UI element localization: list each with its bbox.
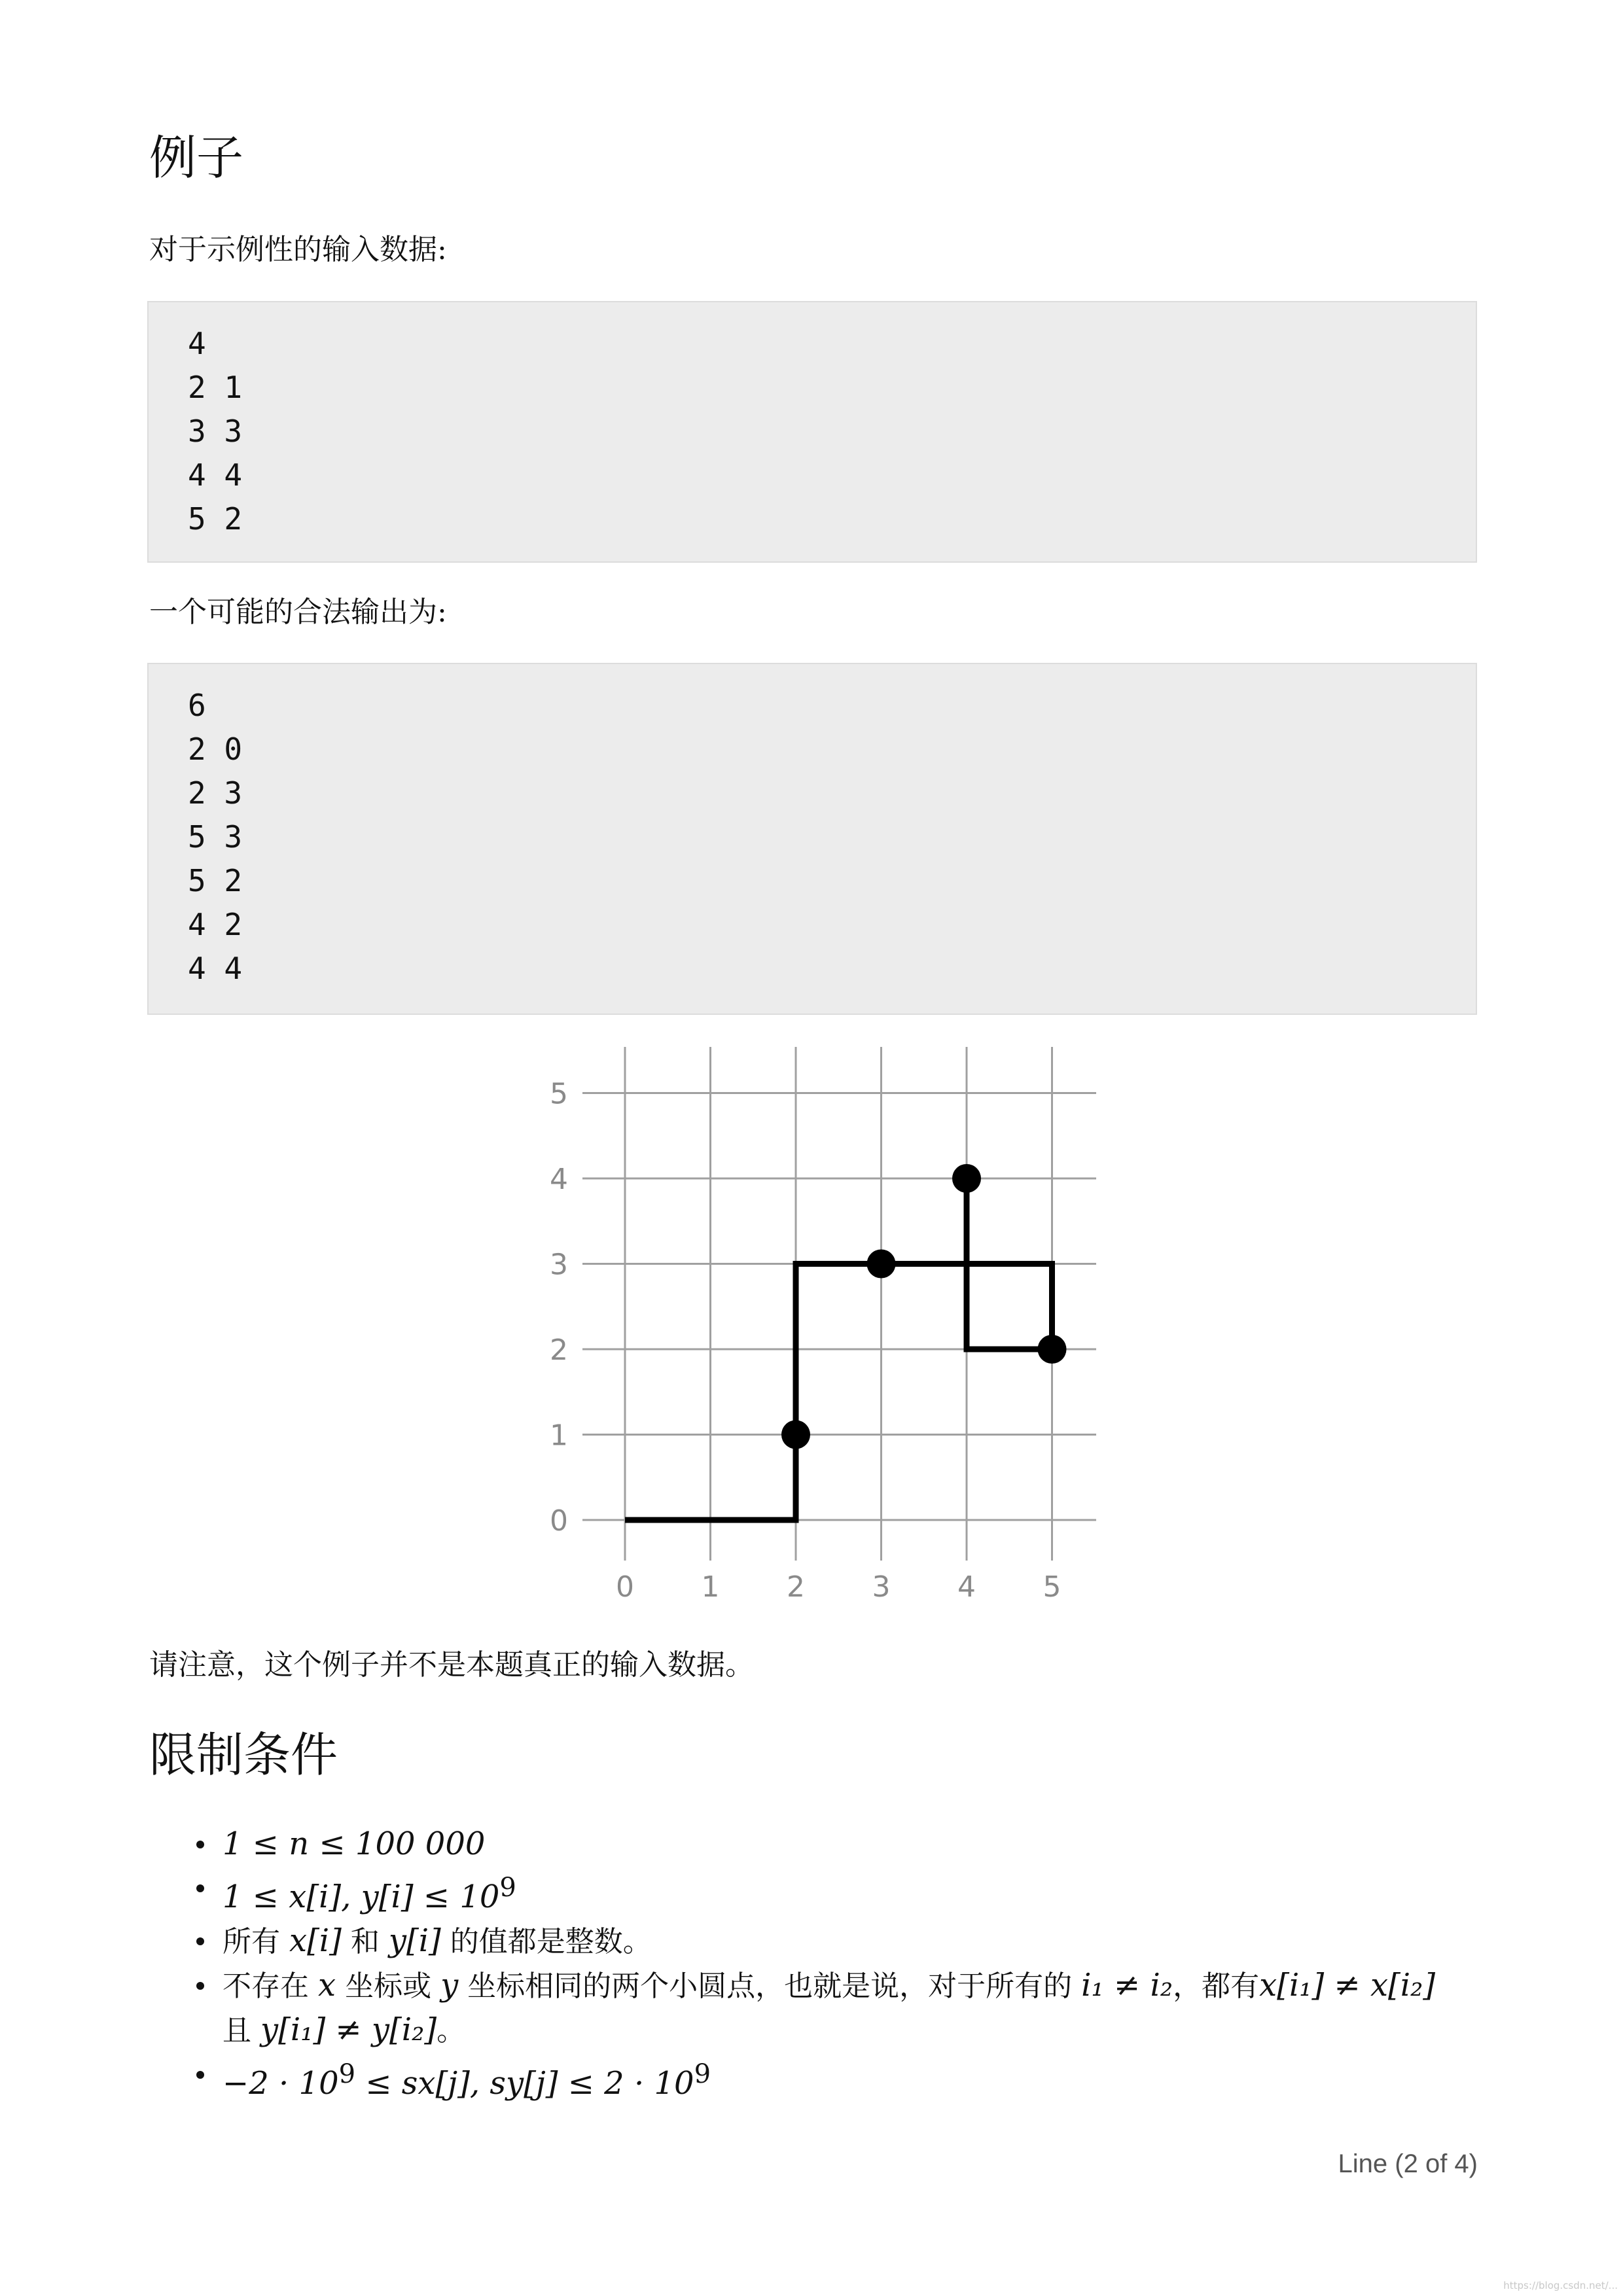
x-tick-label: 3 bbox=[872, 1570, 891, 1604]
y-tick-label: 0 bbox=[550, 1504, 568, 1538]
math-expr: y[i] bbox=[388, 1922, 441, 1959]
y-tick-label: 1 bbox=[550, 1419, 568, 1453]
constraint-text: 。 bbox=[437, 2014, 466, 2047]
example-heading: 例子 bbox=[149, 130, 244, 185]
y-tick-label: 4 bbox=[550, 1163, 568, 1196]
code-line: 4 2 bbox=[188, 907, 243, 942]
constraint-item bbox=[196, 1964, 1499, 2053]
constraint-text: 和 bbox=[341, 1925, 389, 1958]
page-indicator: Line (2 of 4) bbox=[1338, 2149, 1478, 2178]
example-intro: 对于示例性的输入数据: bbox=[149, 233, 447, 266]
data-point bbox=[1038, 1335, 1067, 1364]
math-expr: x bbox=[318, 1967, 336, 2004]
math-expr: 1 ≤ n ≤ 100 000 bbox=[223, 1826, 486, 1862]
constraint-text: ，都有 bbox=[1173, 1969, 1260, 2003]
constraint-item bbox=[196, 2053, 1499, 2106]
math-expr: y[i₁] ≠ y[i₂] bbox=[260, 2011, 437, 2048]
math-exponent: 9 bbox=[499, 1873, 516, 1903]
code-line: 5 3 bbox=[188, 819, 243, 855]
y-tick-label: 3 bbox=[550, 1248, 568, 1282]
code-line: 6 bbox=[188, 688, 206, 723]
example-note: 请注意，这个例子并不是本题真正的输入数据。 bbox=[149, 1648, 754, 1682]
watermark: https://blog.csdn.net/... bbox=[1503, 2280, 1618, 2291]
x-tick-label: 0 bbox=[616, 1570, 634, 1604]
x-tick-label: 1 bbox=[701, 1570, 720, 1604]
math-exponent: 9 bbox=[694, 2059, 711, 2089]
math-expr: x[i₁] ≠ x[i₂] bbox=[1259, 1967, 1436, 2004]
constraint-text: 且 bbox=[223, 2014, 260, 2047]
x-tick-label: 5 bbox=[1043, 1570, 1061, 1604]
code-line: 2 1 bbox=[188, 370, 243, 405]
math-exponent: 9 bbox=[338, 2059, 356, 2089]
code-line: 4 4 bbox=[188, 457, 243, 493]
code-line: 4 4 bbox=[188, 951, 243, 986]
code-line: 5 2 bbox=[188, 863, 243, 898]
math-expr: 1 ≤ x[i], y[i] ≤ 10 bbox=[223, 1879, 500, 1915]
data-point bbox=[867, 1250, 896, 1279]
math-expr: i₁ ≠ i₂ bbox=[1081, 1967, 1173, 2004]
data-point bbox=[952, 1164, 981, 1193]
constraint-text: 的值都是整数。 bbox=[440, 1925, 652, 1958]
code-line: 5 2 bbox=[188, 501, 243, 537]
x-tick-label: 4 bbox=[957, 1570, 976, 1604]
data-point bbox=[781, 1421, 810, 1449]
constraint-text: 所有 bbox=[223, 1925, 289, 1958]
y-tick-label: 2 bbox=[550, 1333, 568, 1367]
constraint-text: 不存在 bbox=[223, 1969, 318, 2003]
constraint-item bbox=[196, 1919, 1499, 1964]
constraints-heading: 限制条件 bbox=[149, 1727, 338, 1782]
constraint-text: 坐标相同的两个小圆点，也就是说，对于所有的 bbox=[458, 1969, 1082, 2003]
math-expr: −2 · 10 bbox=[223, 2065, 339, 2102]
code-line: 4 bbox=[188, 326, 206, 361]
y-tick-label: 5 bbox=[550, 1077, 568, 1111]
code-line: 2 3 bbox=[188, 775, 243, 811]
code-line: 2 0 bbox=[188, 732, 243, 767]
math-expr: x[i] bbox=[289, 1922, 342, 1959]
constraints-list bbox=[196, 1822, 1499, 2106]
constraint-text: 坐标或 bbox=[336, 1969, 441, 2003]
math-expr: ≤ sx[j], sy[j] ≤ 2 · 10 bbox=[355, 2065, 694, 2102]
constraint-item bbox=[196, 1822, 1499, 1866]
math-expr: y bbox=[440, 1967, 459, 2004]
constraint-item bbox=[196, 1866, 1499, 1919]
code-line: 3 3 bbox=[188, 414, 243, 449]
output-intro: 一个可能的合法输出为: bbox=[149, 595, 447, 629]
x-tick-label: 2 bbox=[787, 1570, 805, 1604]
